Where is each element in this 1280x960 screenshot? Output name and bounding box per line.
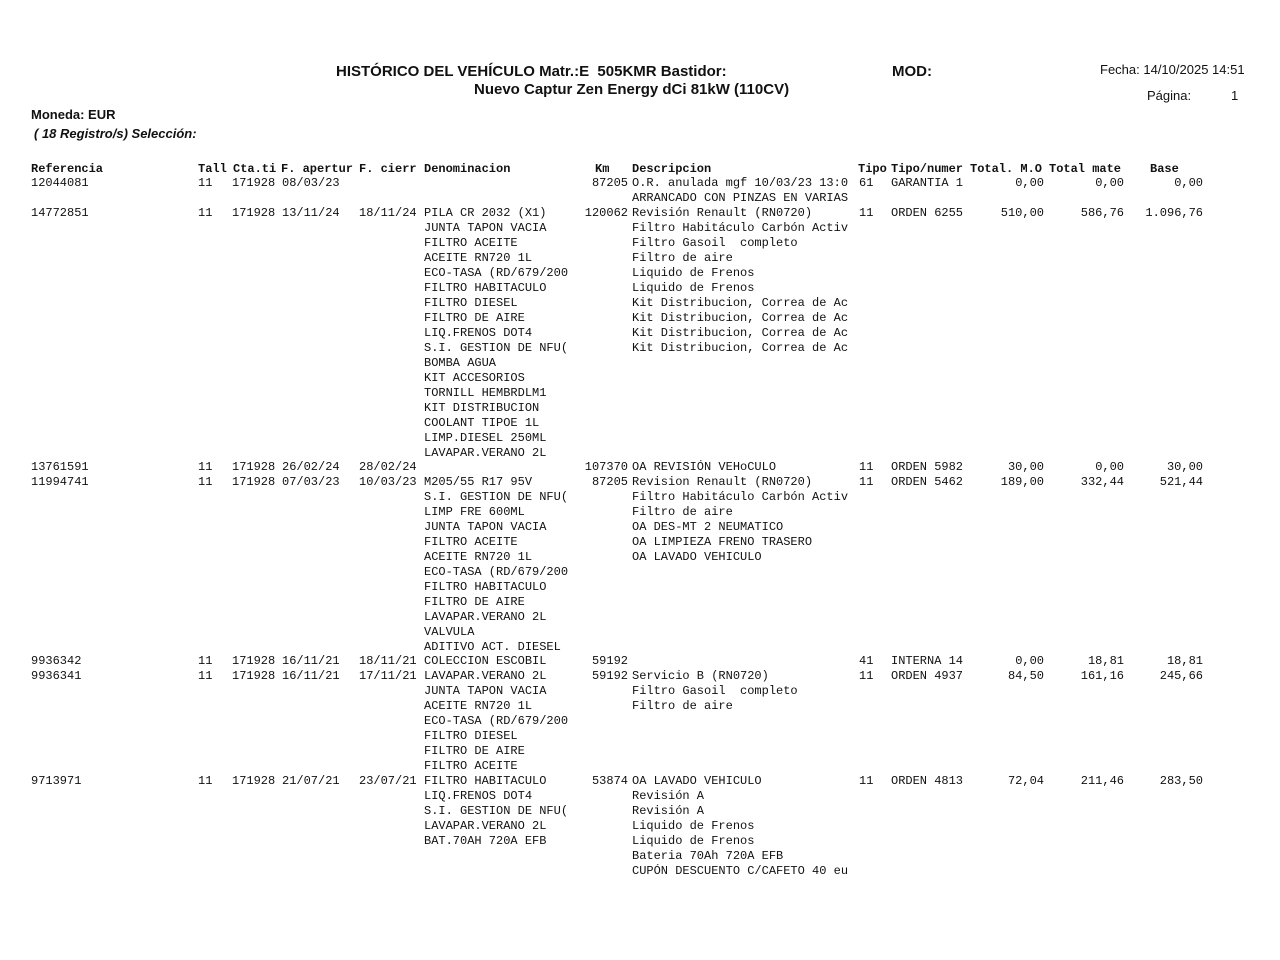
operation-line: Liquido de Frenos — [632, 281, 755, 295]
row-base: 1.096,76 — [1145, 206, 1203, 220]
operation-line: Filtro Habitáculo Carbón Activ — [632, 221, 849, 235]
operation-line: O.R. anulada mgf 10/03/23 13:0 — [632, 176, 849, 190]
operation-line: Kit Distribucion, Correa de Ac — [632, 296, 849, 310]
row-cta: 171928 — [232, 206, 276, 220]
part-line: S.I. GESTION DE NFU( — [424, 804, 569, 818]
row-desc-lines — [632, 206, 854, 356]
row-desc-lines — [632, 460, 854, 475]
row-base: 30,00 — [1166, 460, 1203, 474]
part-line: JUNTA TAPON VACIA — [424, 520, 547, 534]
part-line: TORNILL HEMBRDLM1 — [424, 386, 547, 400]
row-den-lines — [424, 654, 584, 669]
currency: Moneda: EUR — [31, 107, 116, 122]
operation-line: Liquido de Frenos — [632, 266, 755, 280]
row-fcie: 10/03/23 — [359, 475, 417, 489]
col-f-apertura: F. apertur — [281, 162, 354, 176]
part-line: LIQ.FRENOS DOT4 — [424, 789, 533, 803]
record-count: ( 18 Registro/s) Selección: — [34, 126, 197, 141]
part-line: ACEITE RN720 1L — [424, 251, 533, 265]
part-line: ADITIVO ACT. DIESEL — [424, 640, 561, 654]
part-line: FILTRO DE AIRE — [424, 744, 525, 758]
row-mo: 510,00 — [1000, 206, 1044, 220]
part-line: KIT DISTRIBUCION — [424, 401, 540, 415]
operation-line: Filtro Habitáculo Carbón Activ — [632, 490, 849, 504]
row-cta: 171928 — [232, 475, 276, 489]
row-tnum: ORDEN 4937 — [891, 669, 964, 683]
operation-line: OA LAVADO VEHICULO — [632, 550, 762, 564]
operation-line: Filtro de aire — [632, 251, 733, 265]
col-total-mate: Total mate — [1049, 162, 1122, 176]
part-line: FILTRO DE AIRE — [424, 595, 525, 609]
row-mo: 0,00 — [1015, 654, 1044, 668]
row-den-lines — [424, 206, 584, 461]
operation-line: Kit Distribucion, Correa de Ac — [632, 341, 849, 355]
row-ref: 9713971 — [31, 774, 82, 788]
row-fap: 08/03/23 — [282, 176, 340, 190]
row-tipo: 61 — [859, 176, 874, 190]
row-fcie: 23/07/21 — [359, 774, 417, 788]
part-line: FILTRO DIESEL — [424, 296, 518, 310]
col-cta: Cta.ti — [233, 162, 277, 176]
row-mate: 18,81 — [1087, 654, 1124, 668]
row-ref: 11994741 — [31, 475, 89, 489]
row-tall: 11 — [198, 475, 213, 489]
part-line: LAVAPAR.VERANO 2L — [424, 610, 547, 624]
part-line: JUNTA TAPON VACIA — [424, 221, 547, 235]
col-f-cierre: F. cierr — [359, 162, 417, 176]
part-line: FILTRO ACEITE — [424, 535, 518, 549]
row-km: 87205 — [591, 176, 628, 190]
row-tipo: 11 — [859, 460, 874, 474]
row-cta: 171928 — [232, 669, 276, 683]
operation-line: OA LIMPIEZA FRENO TRASERO — [632, 535, 813, 549]
operation-line: OA REVISIÓN VEHoCULO — [632, 460, 777, 474]
col-denominacion: Denominacion — [424, 162, 511, 176]
part-line: FILTRO ACEITE — [424, 759, 518, 773]
part-line: FILTRO DE AIRE — [424, 311, 525, 325]
operation-line: Revisión Renault (RN0720) — [632, 206, 813, 220]
col-km: Km — [595, 162, 610, 176]
part-line: PILA CR 2032 (X1) — [424, 206, 547, 220]
part-line: LIMP FRE 600ML — [424, 505, 525, 519]
row-base: 245,66 — [1159, 669, 1203, 683]
part-line: M205/55 R17 95V — [424, 475, 533, 489]
col-tall: Tall — [198, 162, 227, 176]
part-line: COOLANT TIPOE 1L — [424, 416, 540, 430]
operation-line: ARRANCADO CON PINZAS EN VARIAS — [632, 191, 849, 205]
part-line: LIQ.FRENOS DOT4 — [424, 326, 533, 340]
row-tall: 11 — [198, 669, 213, 683]
part-line: LIMP.DIESEL 250ML — [424, 431, 547, 445]
operation-line: Liquido de Frenos — [632, 834, 755, 848]
part-line: VALVULA — [424, 625, 475, 639]
part-line: ACEITE RN720 1L — [424, 550, 533, 564]
row-fap: 16/11/21 — [282, 669, 340, 683]
row-cta: 171928 — [232, 176, 276, 190]
row-desc-lines — [632, 669, 854, 714]
row-ref: 13761591 — [31, 460, 89, 474]
operation-line: OA DES-MT 2 NEUMATICO — [632, 520, 784, 534]
part-line: JUNTA TAPON VACIA — [424, 684, 547, 698]
part-line: LAVAPAR.VERANO 2L — [424, 446, 547, 460]
row-desc-lines — [632, 176, 854, 206]
operation-line: Revisión A — [632, 804, 705, 818]
part-line: LAVAPAR.VERANO 2L — [424, 669, 547, 683]
row-base: 18,81 — [1166, 654, 1203, 668]
report-title: HISTÓRICO DEL VEHÍCULO Matr.:E 505KMR Bastidor: — [336, 63, 727, 80]
row-tnum: INTERNA 14 — [891, 654, 964, 668]
row-km: 120062 — [584, 206, 628, 220]
operation-line: Kit Distribucion, Correa de Ac — [632, 311, 849, 325]
row-km: 87205 — [591, 475, 628, 489]
row-km: 59192 — [591, 654, 628, 668]
row-base: 0,00 — [1174, 176, 1203, 190]
row-tipo: 11 — [859, 475, 874, 489]
operation-line: Filtro Gasoil completo — [632, 236, 798, 250]
col-total-mo: Total. M.O — [970, 162, 1043, 176]
part-line: ECO-TASA (RD/679/200 — [424, 714, 569, 728]
row-tnum: ORDEN 5982 — [891, 460, 964, 474]
operation-line: CUPÓN DESCUENTO C/CAFETO 40 eu — [632, 864, 849, 878]
part-line: BOMBA AGUA — [424, 356, 497, 370]
row-tall: 11 — [198, 654, 213, 668]
row-fcie: 18/11/21 — [359, 654, 417, 668]
row-desc-lines — [632, 475, 854, 565]
report-date: Fecha: 14/10/2025 14:51 — [1100, 62, 1245, 77]
row-tipo: 11 — [859, 669, 874, 683]
row-tall: 11 — [198, 206, 213, 220]
operation-line: Kit Distribucion, Correa de Ac — [632, 326, 849, 340]
row-tall: 11 — [198, 176, 213, 190]
row-fap: 21/07/21 — [282, 774, 340, 788]
row-mate: 332,44 — [1080, 475, 1124, 489]
row-fcie: 17/11/21 — [359, 669, 417, 683]
row-base: 283,50 — [1159, 774, 1203, 788]
row-base: 521,44 — [1159, 475, 1203, 489]
operation-line: Revision Renault (RN0720) — [632, 475, 813, 489]
row-tall: 11 — [198, 774, 213, 788]
col-referencia: Referencia — [31, 162, 104, 176]
operation-line: OA LAVADO VEHICULO — [632, 774, 762, 788]
row-fcie: 18/11/24 — [359, 206, 417, 220]
row-ref: 9936342 — [31, 654, 82, 668]
operation-line: Revisión A — [632, 789, 705, 803]
part-line: BAT.70AH 720A EFB — [424, 834, 547, 848]
row-ref: 14772851 — [31, 206, 89, 220]
row-mate: 211,46 — [1080, 774, 1124, 788]
row-ref: 12044081 — [31, 176, 89, 190]
row-cta: 171928 — [232, 774, 276, 788]
row-cta: 171928 — [232, 460, 276, 474]
part-line: LAVAPAR.VERANO 2L — [424, 819, 547, 833]
row-km: 59192 — [591, 669, 628, 683]
row-fcie: 28/02/24 — [359, 460, 417, 474]
row-fap: 16/11/21 — [282, 654, 340, 668]
row-fap: 26/02/24 — [282, 460, 340, 474]
part-line: S.I. GESTION DE NFU( — [424, 490, 569, 504]
operation-line: Filtro Gasoil completo — [632, 684, 798, 698]
row-tipo: 11 — [859, 774, 874, 788]
part-line: FILTRO HABITACULO — [424, 580, 547, 594]
row-ref: 9936341 — [31, 669, 82, 683]
row-tnum: ORDEN 6255 — [891, 206, 964, 220]
row-tnum: ORDEN 5462 — [891, 475, 964, 489]
row-mo: 72,04 — [1007, 774, 1044, 788]
operation-line: Liquido de Frenos — [632, 819, 755, 833]
col-descripcion: Descripcion — [632, 162, 712, 176]
row-desc-lines — [632, 774, 854, 879]
row-den-lines — [424, 774, 584, 849]
row-tnum: ORDEN 4813 — [891, 774, 964, 788]
operation-line: Filtro de aire — [632, 505, 733, 519]
row-cta: 171928 — [232, 654, 276, 668]
row-mo: 0,00 — [1015, 176, 1044, 190]
part-line: FILTRO HABITACULO — [424, 774, 547, 788]
row-mo: 189,00 — [1000, 475, 1044, 489]
part-line: KIT ACCESORIOS — [424, 371, 525, 385]
mod-label: MOD: — [892, 63, 932, 80]
row-tnum: GARANTIA 1 — [891, 176, 964, 190]
part-line: FILTRO HABITACULO — [424, 281, 547, 295]
row-tipo: 41 — [859, 654, 874, 668]
row-mo: 30,00 — [1007, 460, 1044, 474]
vehicle-model: Nuevo Captur Zen Energy dCi 81kW (110CV) — [474, 81, 790, 98]
part-line: S.I. GESTION DE NFU( — [424, 341, 569, 355]
operation-line: Filtro de aire — [632, 699, 733, 713]
row-den-lines — [424, 669, 584, 774]
operation-line: Bateria 70Ah 720A EFB — [632, 849, 784, 863]
col-tipo-numero: Tipo/numer — [891, 162, 964, 176]
col-base: Base — [1150, 162, 1179, 176]
part-line: FILTRO DIESEL — [424, 729, 518, 743]
row-mo: 84,50 — [1007, 669, 1044, 683]
part-line: ECO-TASA (RD/679/200 — [424, 266, 569, 280]
col-tipo: Tipo — [858, 162, 887, 176]
page-number: 1 — [1231, 88, 1239, 103]
part-line: ACEITE RN720 1L — [424, 699, 533, 713]
row-km: 53874 — [591, 774, 628, 788]
row-den-lines — [424, 475, 584, 655]
row-km: 107370 — [584, 460, 628, 474]
row-fap: 13/11/24 — [282, 206, 340, 220]
row-mate: 586,76 — [1080, 206, 1124, 220]
part-line: FILTRO ACEITE — [424, 236, 518, 250]
part-line: ECO-TASA (RD/679/200 — [424, 565, 569, 579]
row-mate: 0,00 — [1095, 176, 1124, 190]
row-mate: 161,16 — [1080, 669, 1124, 683]
row-mate: 0,00 — [1095, 460, 1124, 474]
row-fap: 07/03/23 — [282, 475, 340, 489]
operation-line: Servicio B (RN0720) — [632, 669, 769, 683]
row-tipo: 11 — [859, 206, 874, 220]
row-tall: 11 — [198, 460, 213, 474]
part-line: COLECCION ESCOBIL — [424, 654, 547, 668]
page-label: Página: — [1147, 88, 1192, 103]
